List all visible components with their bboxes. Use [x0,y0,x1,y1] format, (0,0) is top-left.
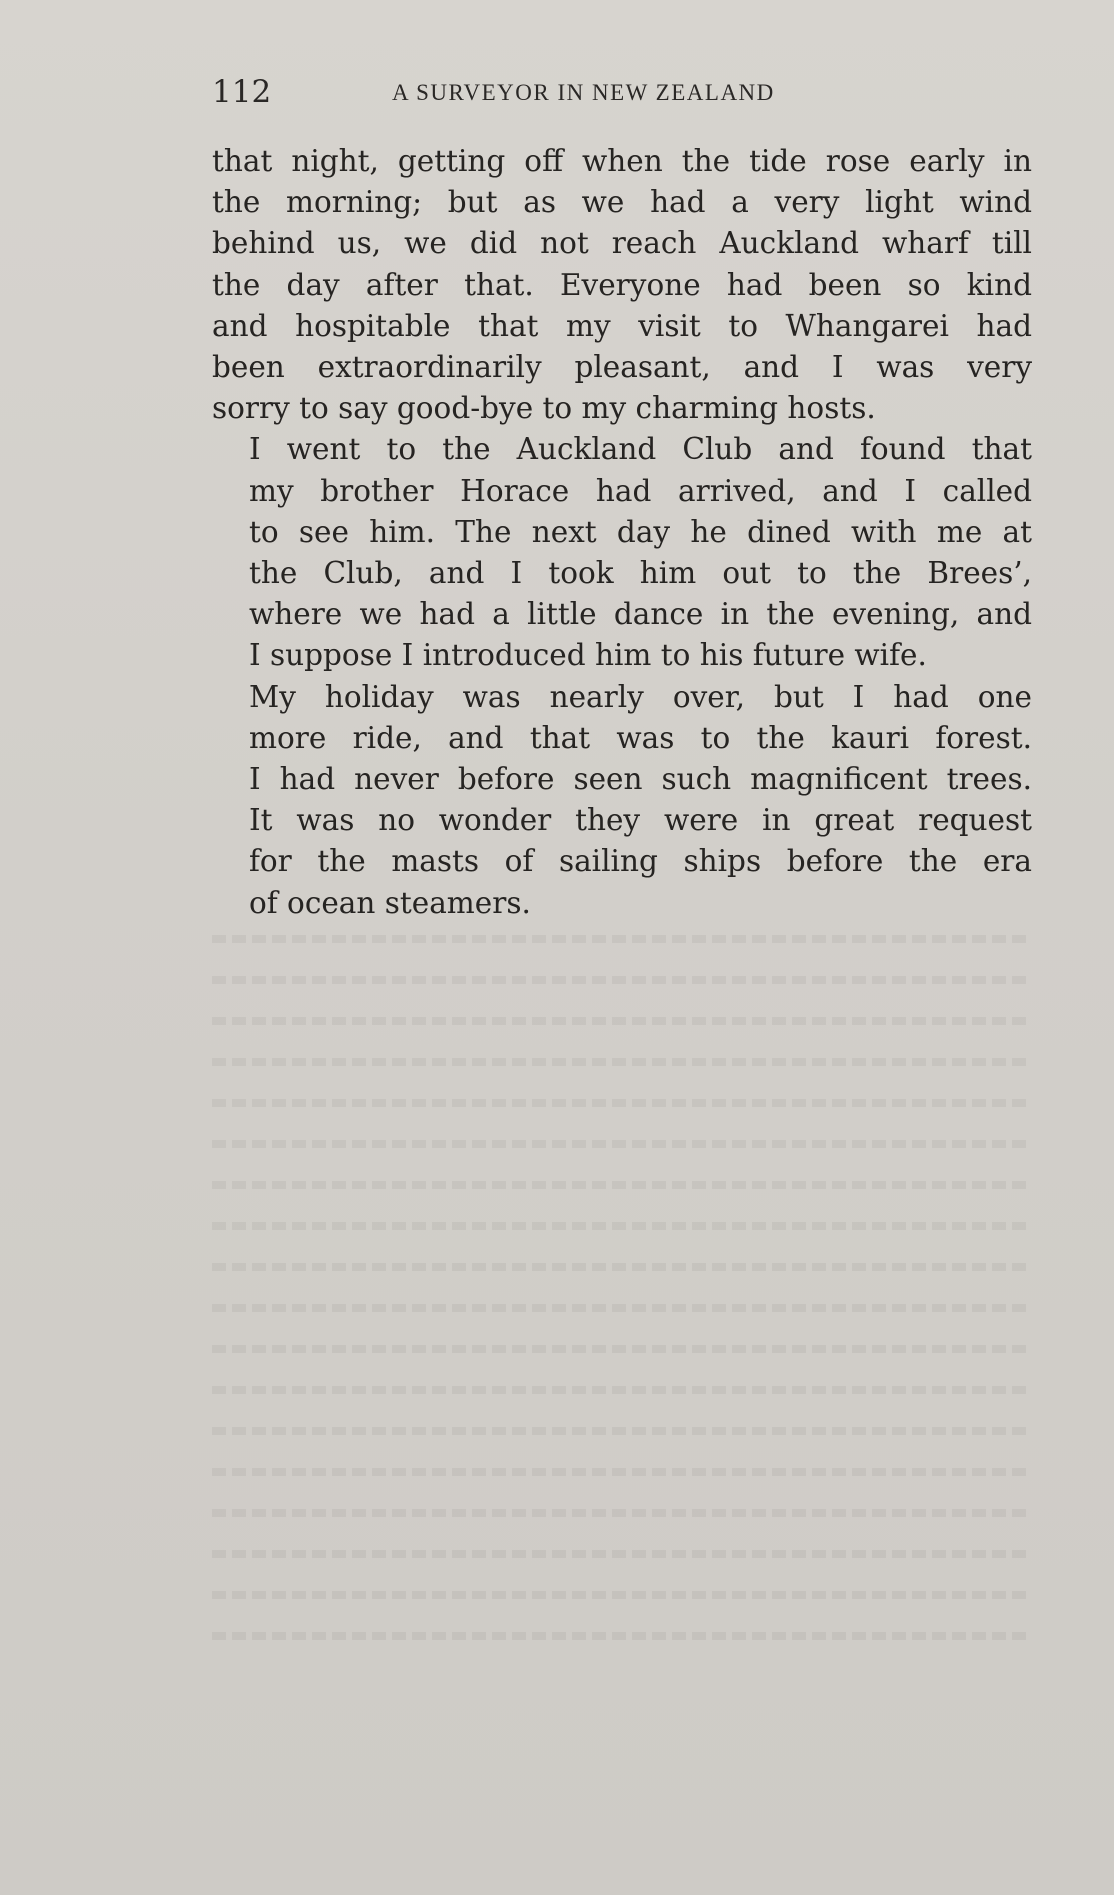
text-line: the morning; but as we had a very light wind [212,185,1032,220]
text-line: I went to the Auckland Club and found that [249,432,1032,467]
text-line: been extraordinarily pleasant, and I was very [212,350,1032,385]
text-line: the day after that. Everyone had been so kind [212,267,1032,302]
paragraph-2 [212,429,1032,676]
text-line: behind us, we did not reach Auckland wharf till [212,226,1032,261]
show-through-texture [212,935,1032,1715]
body-text [212,141,1032,924]
text-line: It was no wonder they were in great request [249,803,1032,838]
text-line: sorry to say good-bye to my charming hosts. [212,391,876,426]
text-line: I had never before seen such magnificent trees. [249,762,1032,797]
text-line: where we had a little dance in the evening, and [249,597,1032,632]
running-head [212,70,1032,114]
text-line: for the masts of sailing ships before the era [249,844,1032,879]
text-line: and hospitable that my visit to Whangarei had [212,308,1032,343]
paragraph-3 [212,677,1032,924]
text-line: to see him. The next day he dined with me at [249,514,1032,549]
text-line: My holiday was nearly over, but I had one [249,679,1032,714]
page-number: 112 [212,74,272,110]
text-line: the Club, and I took him out to the Brees’, [249,556,1032,591]
text-line: that night, getting off when the tide rose early in [212,144,1032,178]
text-line: my brother Horace had arrived, and I called [249,473,1032,508]
running-title: A SURVEYOR IN NEW ZEALAND [392,80,775,105]
text-line: more ride, and that was to the kauri forest. [249,720,1032,755]
paragraph-1 [212,141,1032,429]
text-line: I suppose I introduced him to his future wife. [249,638,927,673]
text-line: of ocean steamers. [249,885,531,920]
